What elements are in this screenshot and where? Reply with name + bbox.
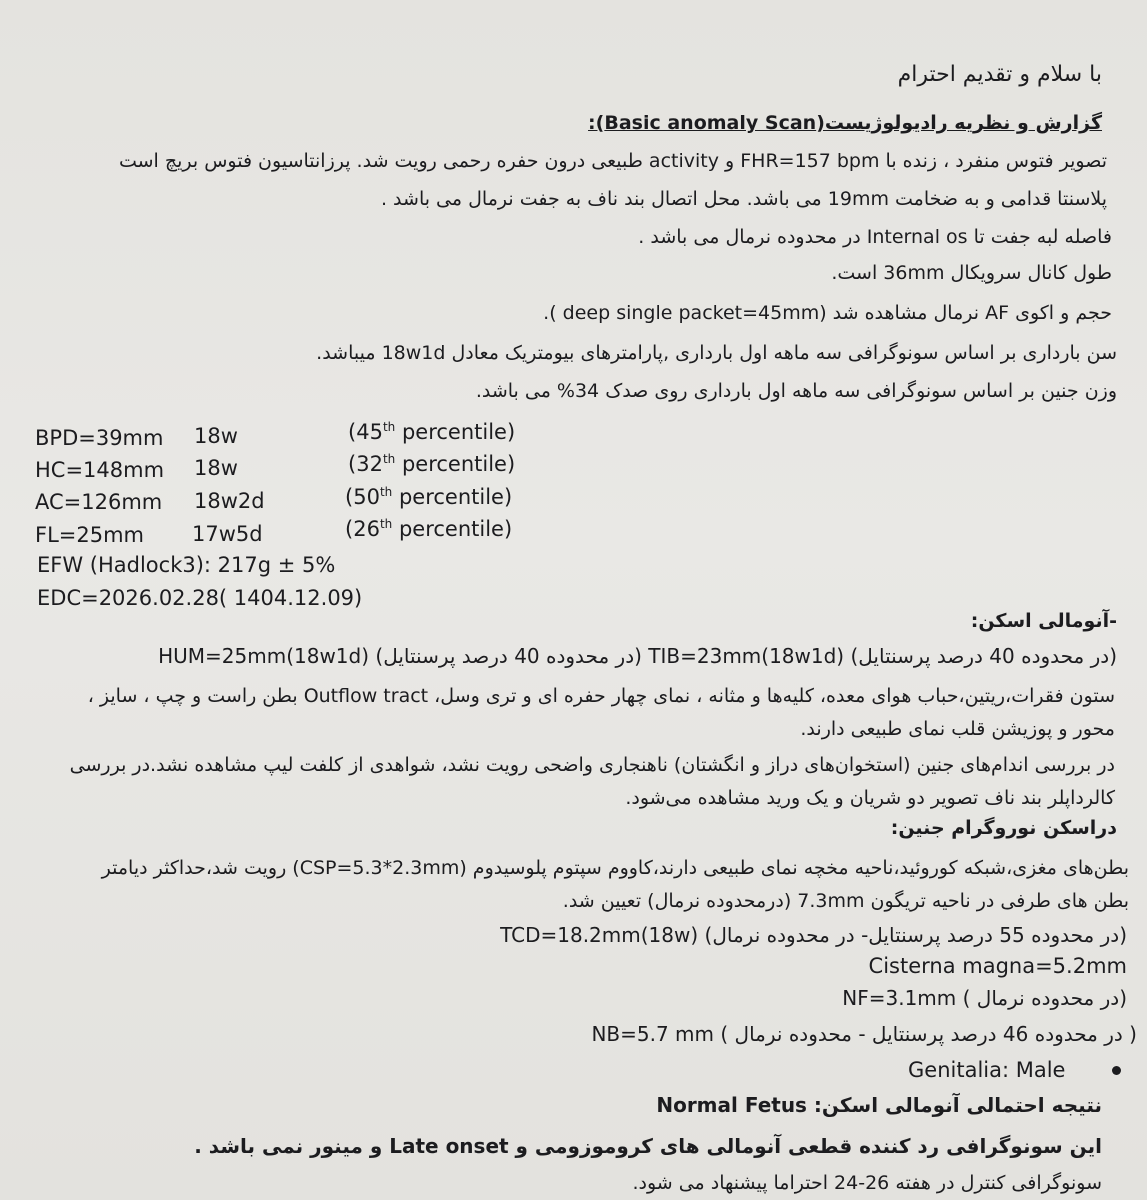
neuro-line: TCD=18.2mm(18w) (در محدوده 55 درصد پرسنتایل- در محدوده نرمال) [500,923,1127,947]
neuro-line: بطن های طرفی در ناحیه تریگون 7.3mm (درمحدوده نرمال) تعیین شد. [562,890,1129,912]
genitalia: Genitalia: Male [908,1058,1066,1082]
biometry-age: 17w5d [192,522,263,546]
biometry-param: AC=126mm [35,490,163,514]
disclaimer: این سونوگرافی رد کننده قطعی آنومالی های کروموزومی و Late onset و مینور نمی باشد . [194,1134,1102,1158]
biometry-param: FL=25mm [35,523,145,547]
anomaly-line: محور و پوزیشن قلب نمای طبیعی دارند. [800,718,1115,740]
finding-line: تصویر فتوس منفرد ، زنده با FHR=157 bpm و activity طبیعی درون حفره رحمی رویت شد. پرزانتاسیون فتوس بریچ است [118,150,1107,172]
edc: EDC=2026.02.28( 1404.12.09) [37,586,363,610]
biometry-age: 18w [194,424,238,448]
followup: سونوگرافی کنترل در هفته 26-24 احتراما پیشنهاد می شود. [632,1172,1102,1194]
finding-line: حجم و اکوی AF نرمال مشاهده شد (deep single packet=45mm ). [543,302,1112,324]
biometry-age: 18w [194,456,238,480]
neuro-line: Cisterna magna=5.2mm [868,954,1127,978]
finding-line: وزن جنین بر اساس سونوگرافی سه ماهه اول بارداری روی صدک 34% می باشد. [475,380,1117,402]
neuro-line: NB=5.7 mm ( در محدوده 46 درصد پرسنتایل - محدوده نرمال ) [591,1022,1137,1046]
neuro-line: NF=3.1mm ( در محدوده نرمال) [842,986,1127,1010]
finding-line: سن بارداری بر اساس سونوگرافی سه ماهه اول بارداری ,پارامترهای بیومتریک معادل 18w1d میباشد. [316,342,1117,364]
anomaly-line: ستون فقرات،ریتین،حباب هوای معده، کلیه‌ها و مثانه ، نمای چهار حفره ای و تری وسل، Outflow tract بطن راست و چپ ، سایز ، [87,685,1115,707]
biometry-percentile: (26th percentile) [345,517,513,541]
biometry-param: BPD=39mm [35,426,164,450]
finding-line: پلاسنتا قدامی و به ضخامت 19mm می باشد. محل اتصال بند ناف به جفت نرمال می باشد . [380,188,1107,210]
anomaly-line: کالرداپلر بند ناف تصویر دو شریان و یک ورید مشاهده می‌شود. [625,787,1115,809]
neuro-line: بطن‌های مغزی،شبکه کوروئید،ناحیه مخچه نمای طبیعی دارند،کاووم سپتوم پلوسیدوم (CSP=5.3*2.3mm) رویت شد،حداکثر دیامتر [101,857,1129,879]
finding-line: فاصله لبه جفت تا Internal os در محدوده نرمال می باشد . [638,226,1112,248]
neuro-title: دراسکن نوروگرام جنین: [890,817,1117,839]
anomaly-title: -آنومالی اسکن: [970,610,1117,632]
conclusion: نتیجه احتمالی آنومالی اسکن: Normal Fetus [656,1093,1102,1117]
bullet-icon [1112,1066,1121,1075]
report-title: گزارش و نظریه رادیولوژیست(Basic anomaly Scan): [588,112,1102,134]
finding-line: طول کانال سرویکال 36mm است. [831,262,1112,284]
greeting: با سلام و تقدیم احترام [897,62,1102,87]
biometry-age: 18w2d [194,489,265,513]
anomaly-line: HUM=25mm(18w1d) (در محدوده 40 درصد پرسنتایل) TIB=23mm(18w1d) (در محدوده 40 درصد پرسنتایل) [158,644,1117,668]
biometry-param: HC=148mm [35,458,165,482]
biometry-percentile: (32th percentile) [348,452,516,476]
efw: EFW (Hadlock3): 217g ± 5% [37,553,336,577]
biometry-percentile: (45th percentile) [348,420,516,444]
biometry-percentile: (50th percentile) [345,485,513,509]
anomaly-line: در بررسی اندام‌های جنین (استخوان‌های دراز و انگشتان) ناهنجاری واضحی رویت نشد، شواهدی از کلفت لیپ مشاهده نشد.در بررسی [69,754,1115,776]
